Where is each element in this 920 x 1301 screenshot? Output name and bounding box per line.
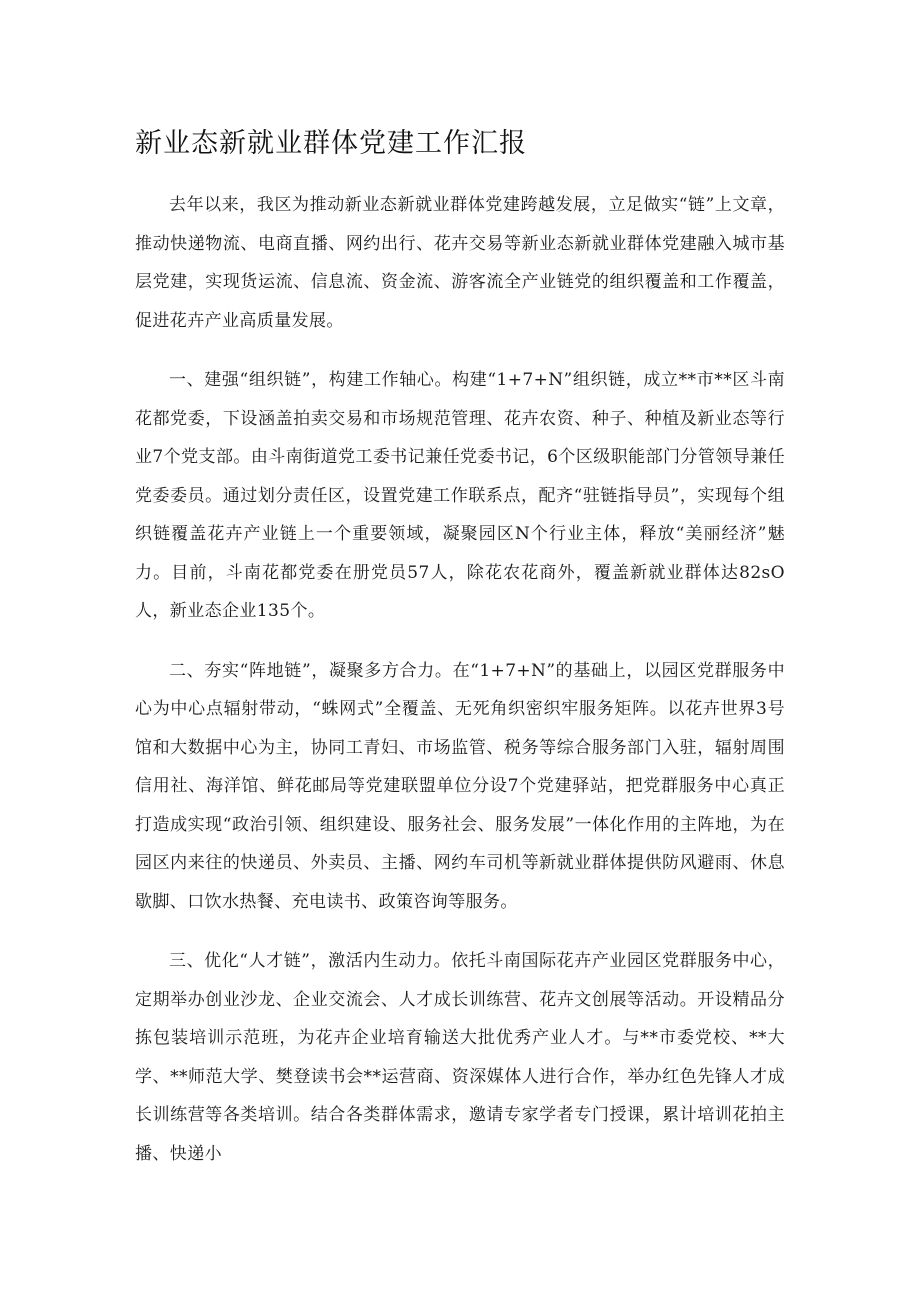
section-3-paragraph: 三、优化“人才链”，激活内生动力。依托斗南国际花卉产业园区党群服务中心，定期举办创业沙龙、企业交流会、人才成长训练营、花卉文创展等活动。开设精品分拣包装培训示范班，为花卉企业培育输送大批优秀产业人才。与**市委党校、**大学、**师范大学、樊登读书会**运营商、资深媒体人进行合作，举办红色先锋人才成长训练营等各类培训。结合各类群体需求，邀请专家学者专门授课，累计培训花拍主播、快递小 xyxy=(135,951,785,1164)
document-title: 新业态新就业群体党建工作汇报 xyxy=(135,128,527,159)
document-body xyxy=(135,186,785,1194)
section-2-paragraph: 二、夯实“阵地链”，凝聚多方合力。在“1+7+N”的基础上，以园区党群服务中心为中心点辐射带动，“蛛网式”全覆盖、无死角织密织牢服务矩阵。以花卉世界3号馆和大数据中心为主，协同工青妇、市场监管、税务等综合服务部门入驻，辐射周围信用社、海洋馆、鲜花邮局等党建联盟单位分设7个党建驿站，把党群服务中心真正打造成实现“政治引领、组织建设、服务社会、服务发展”一体化作用的主阵地，为在园区内来往的快递员、外卖员、主播、网约车司机等新就业群体提供防风避雨、休息歇脚、口饮水热餐、充电读书、政策咨询等服务。 xyxy=(135,660,785,912)
section-1-paragraph: 一、建强“组织链”，构建工作轴心。构建“1+7+N”组织链，成立**市**区斗南花都党委，下设涵盖拍卖交易和市场规范管理、花卉农资、种子、种植及新业态等行业7个党支部。由斗南街道党工委书记兼任党委书记，6个区级职能部门分管领导兼任党委委员。通过划分责任区，设置党建工作联系点，配齐“驻链指导员”，实现每个组织链覆盖花卉产业链上一个重要领域，凝聚园区N个行业主体，释放“美丽经济”魅力。目前，斗南花都党委在册党员57人，除花农花商外，覆盖新就业群体达82sO人，新业态企业135个。 xyxy=(135,370,785,621)
intro-paragraph: 去年以来，我区为推动新业态新就业群体党建跨越发展，立足做实“链”上文章，推动快递物流、电商直播、网约出行、花卉交易等新业态新就业群体党建融入城市基层党建，实现货运流、信息流、资金流、游客流全产业链党的组织覆盖和工作覆盖，促进花卉产业高质量发展。 xyxy=(135,195,785,331)
